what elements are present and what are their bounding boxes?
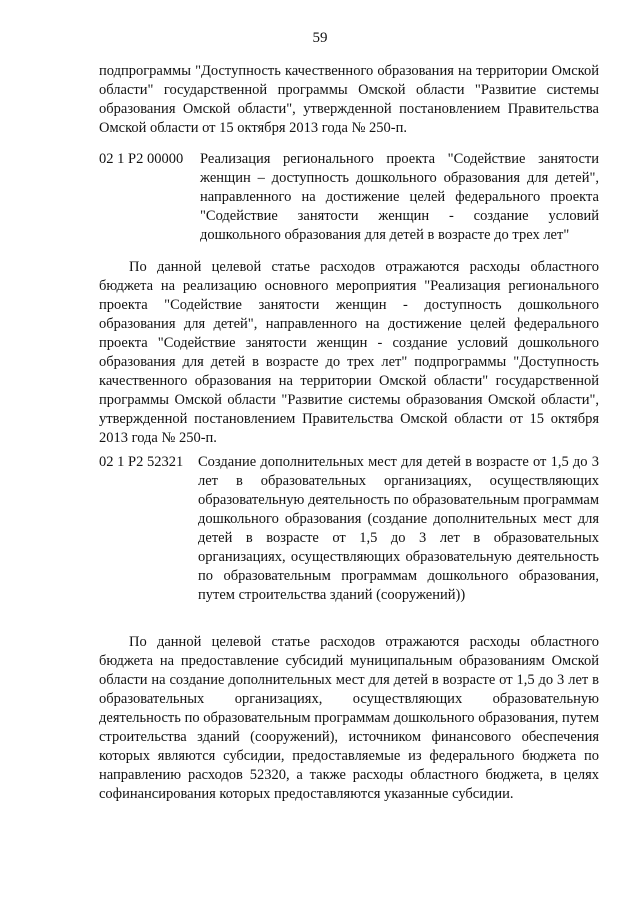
article-code: 02 1 P2 00000	[99, 151, 184, 167]
page-number: 59	[312, 30, 328, 46]
article-description: По данной целевой статье расходов отражаются расходы областного бюджета на предоставление субсидий муниципальным образованиям Омской области на создание дополнительных мест для детей в возрасте от 1,5 до 3 лет в образовательных организациях, осуществляющих образовательную деятельность по образовательным программам дошкольного образования, путем строительства зданий (сооружений), источником финансового обеспечения которых являются субсидии, предоставляемые из федерального бюджета по направлению расходов 52320, а также расходы областного бюджета, в целях софинансирования которых предоставляются указанные субсидии.	[99, 634, 599, 802]
article-title: Создание дополнительных мест для детей в возрасте от 1,5 до 3 лет в образовательных организациях, осуществляющих образовательную деятельность по образовательным программам дошкольного образования (создание дополнительных мест для детей в возрасте от 1,5 до 3 лет в образовательных организациях, осуществляющих образовательную деятельность по образовательным программам дошкольного образования, путем строительства зданий (сооружений))	[198, 454, 599, 603]
article-code: 02 1 P2 52321	[99, 454, 184, 470]
article-title: Реализация регионального проекта "Содействие занятости женщин – доступность дошкольного образования для детей", направленного на достижение целей федерального проекта "Содействие занятости женщин - создание условий дошкольного образования для детей в возрасте до трех лет"	[200, 151, 599, 243]
budget-article-p200000	[99, 150, 599, 243]
budget-article-p252321	[99, 453, 599, 613]
article-description: По данной целевой статье расходов отражаются расходы областного бюджета на реализацию основного мероприятия "Реализация регионального проекта "Содействие занятости женщин - доступность дошкольного образования для детей", направленного на достижение целей федерального проекта "Содействие занятости женщин - создание условий дошкольного образования для детей в возрасте до трех лет" подпрограммы "Доступность качественного образования на территории Омской области" государственной программы Омской области "Развитие системы образования Омской области", утвержденной постановлением Правительства Омской области от 15 октября 2013 года № 250-п.	[99, 259, 599, 446]
intro-paragraph: подпрограммы "Доступность качественного образования на территории Омской области" государственной программы Омской области "Развитие системы образования Омской области", утвержденной постановлением Правительства Омской области от 15 октября 2013 года № 250-п.	[99, 63, 599, 136]
